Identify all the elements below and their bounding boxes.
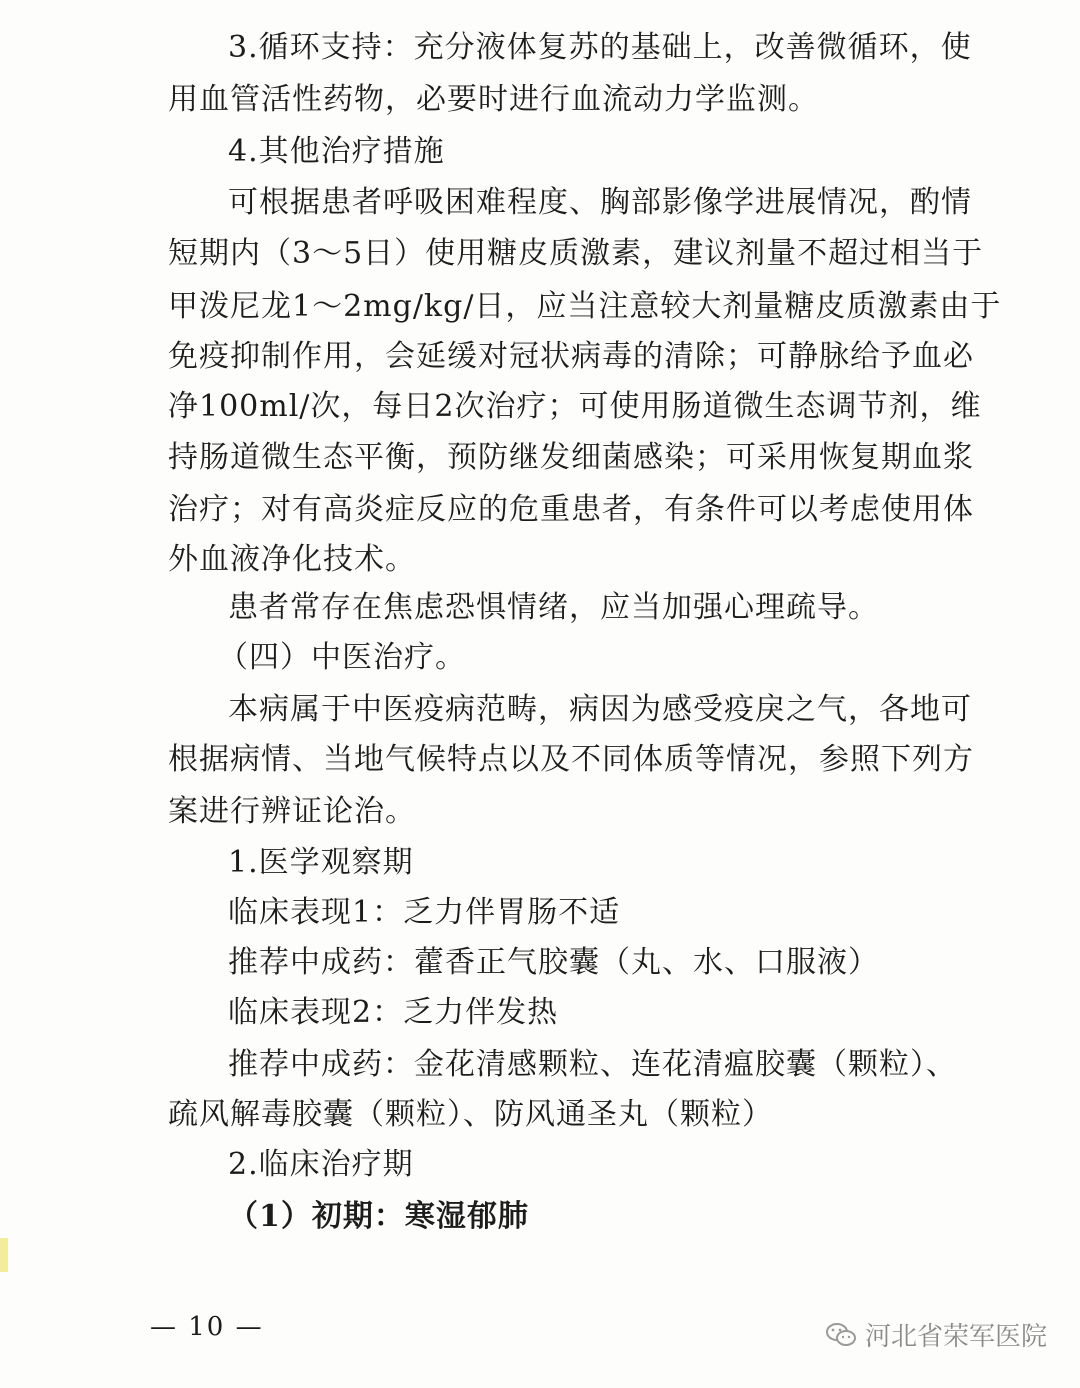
scan-edge-mark (0, 1238, 8, 1272)
text-line: 可根据患者呼吸困难程度、胸部影像学进展情况，酌情 (228, 185, 972, 220)
text-line: 甲泼尼龙1～2mg/kg/日，应当注意较大剂量糖皮质激素由于 (168, 289, 1002, 324)
section-heading: 1.医学观察期 (228, 845, 414, 880)
text-line: 短期内（3～5日）使用糖皮质激素，建议剂量不超过相当于 (168, 236, 984, 271)
section-heading: （四）中医治疗。 (218, 640, 466, 675)
wechat-icon (825, 1322, 857, 1348)
section-heading: 4.其他治疗措施 (228, 134, 445, 169)
text-line: 持肠道微生态平衡，预防继发细菌感染；可采用恢复期血浆 (168, 440, 974, 475)
watermark-text: 河北省荣军医院 (865, 1322, 1048, 1352)
text-line: 推荐中成药：金花清感颗粒、连花清瘟胶囊（颗粒）、 (228, 1047, 957, 1082)
text-line: 临床表现2：乏力伴发热 (228, 995, 559, 1030)
text-line: 外血液净化技术。 (168, 542, 416, 577)
text-line: 免疫抑制作用，会延缓对冠状病毒的清除；可静脉给予血必 (168, 339, 974, 374)
text-line: 净100ml/次，每日2次治疗；可使用肠道微生态调节剂，维 (168, 389, 982, 424)
text-line: 3.循环支持：充分液体复苏的基础上，改善微循环，使 (228, 30, 972, 65)
text-line: 治疗；对有高炎症反应的危重患者，有条件可以考虑使用体 (168, 492, 974, 527)
text-line: 案进行辨证论治。 (168, 794, 416, 829)
text-line: 临床表现1：乏力伴胃肠不适 (228, 895, 621, 930)
page-number: — 10 — (150, 1312, 264, 1342)
text-line: 用血管活性药物，必要时进行血流动力学监测。 (168, 82, 819, 117)
text-line: 本病属于中医疫病范畴，病因为感受疫戾之气，各地可 (228, 692, 972, 727)
watermark (825, 1316, 1047, 1353)
text-line: 推荐中成药：藿香正气胶囊（丸、水、口服液） (228, 945, 879, 980)
text-line: 患者常存在焦虑恐惧情绪，应当加强心理疏导。 (228, 590, 879, 625)
text-line: 根据病情、当地气候特点以及不同体质等情况，参照下列方 (168, 742, 974, 777)
section-heading: 2.临床治疗期 (228, 1147, 414, 1182)
text-line: 疏风解毒胶囊（颗粒）、防风通圣丸（颗粒） (168, 1097, 773, 1132)
section-heading: （1）初期：寒湿郁肺 (228, 1199, 529, 1234)
